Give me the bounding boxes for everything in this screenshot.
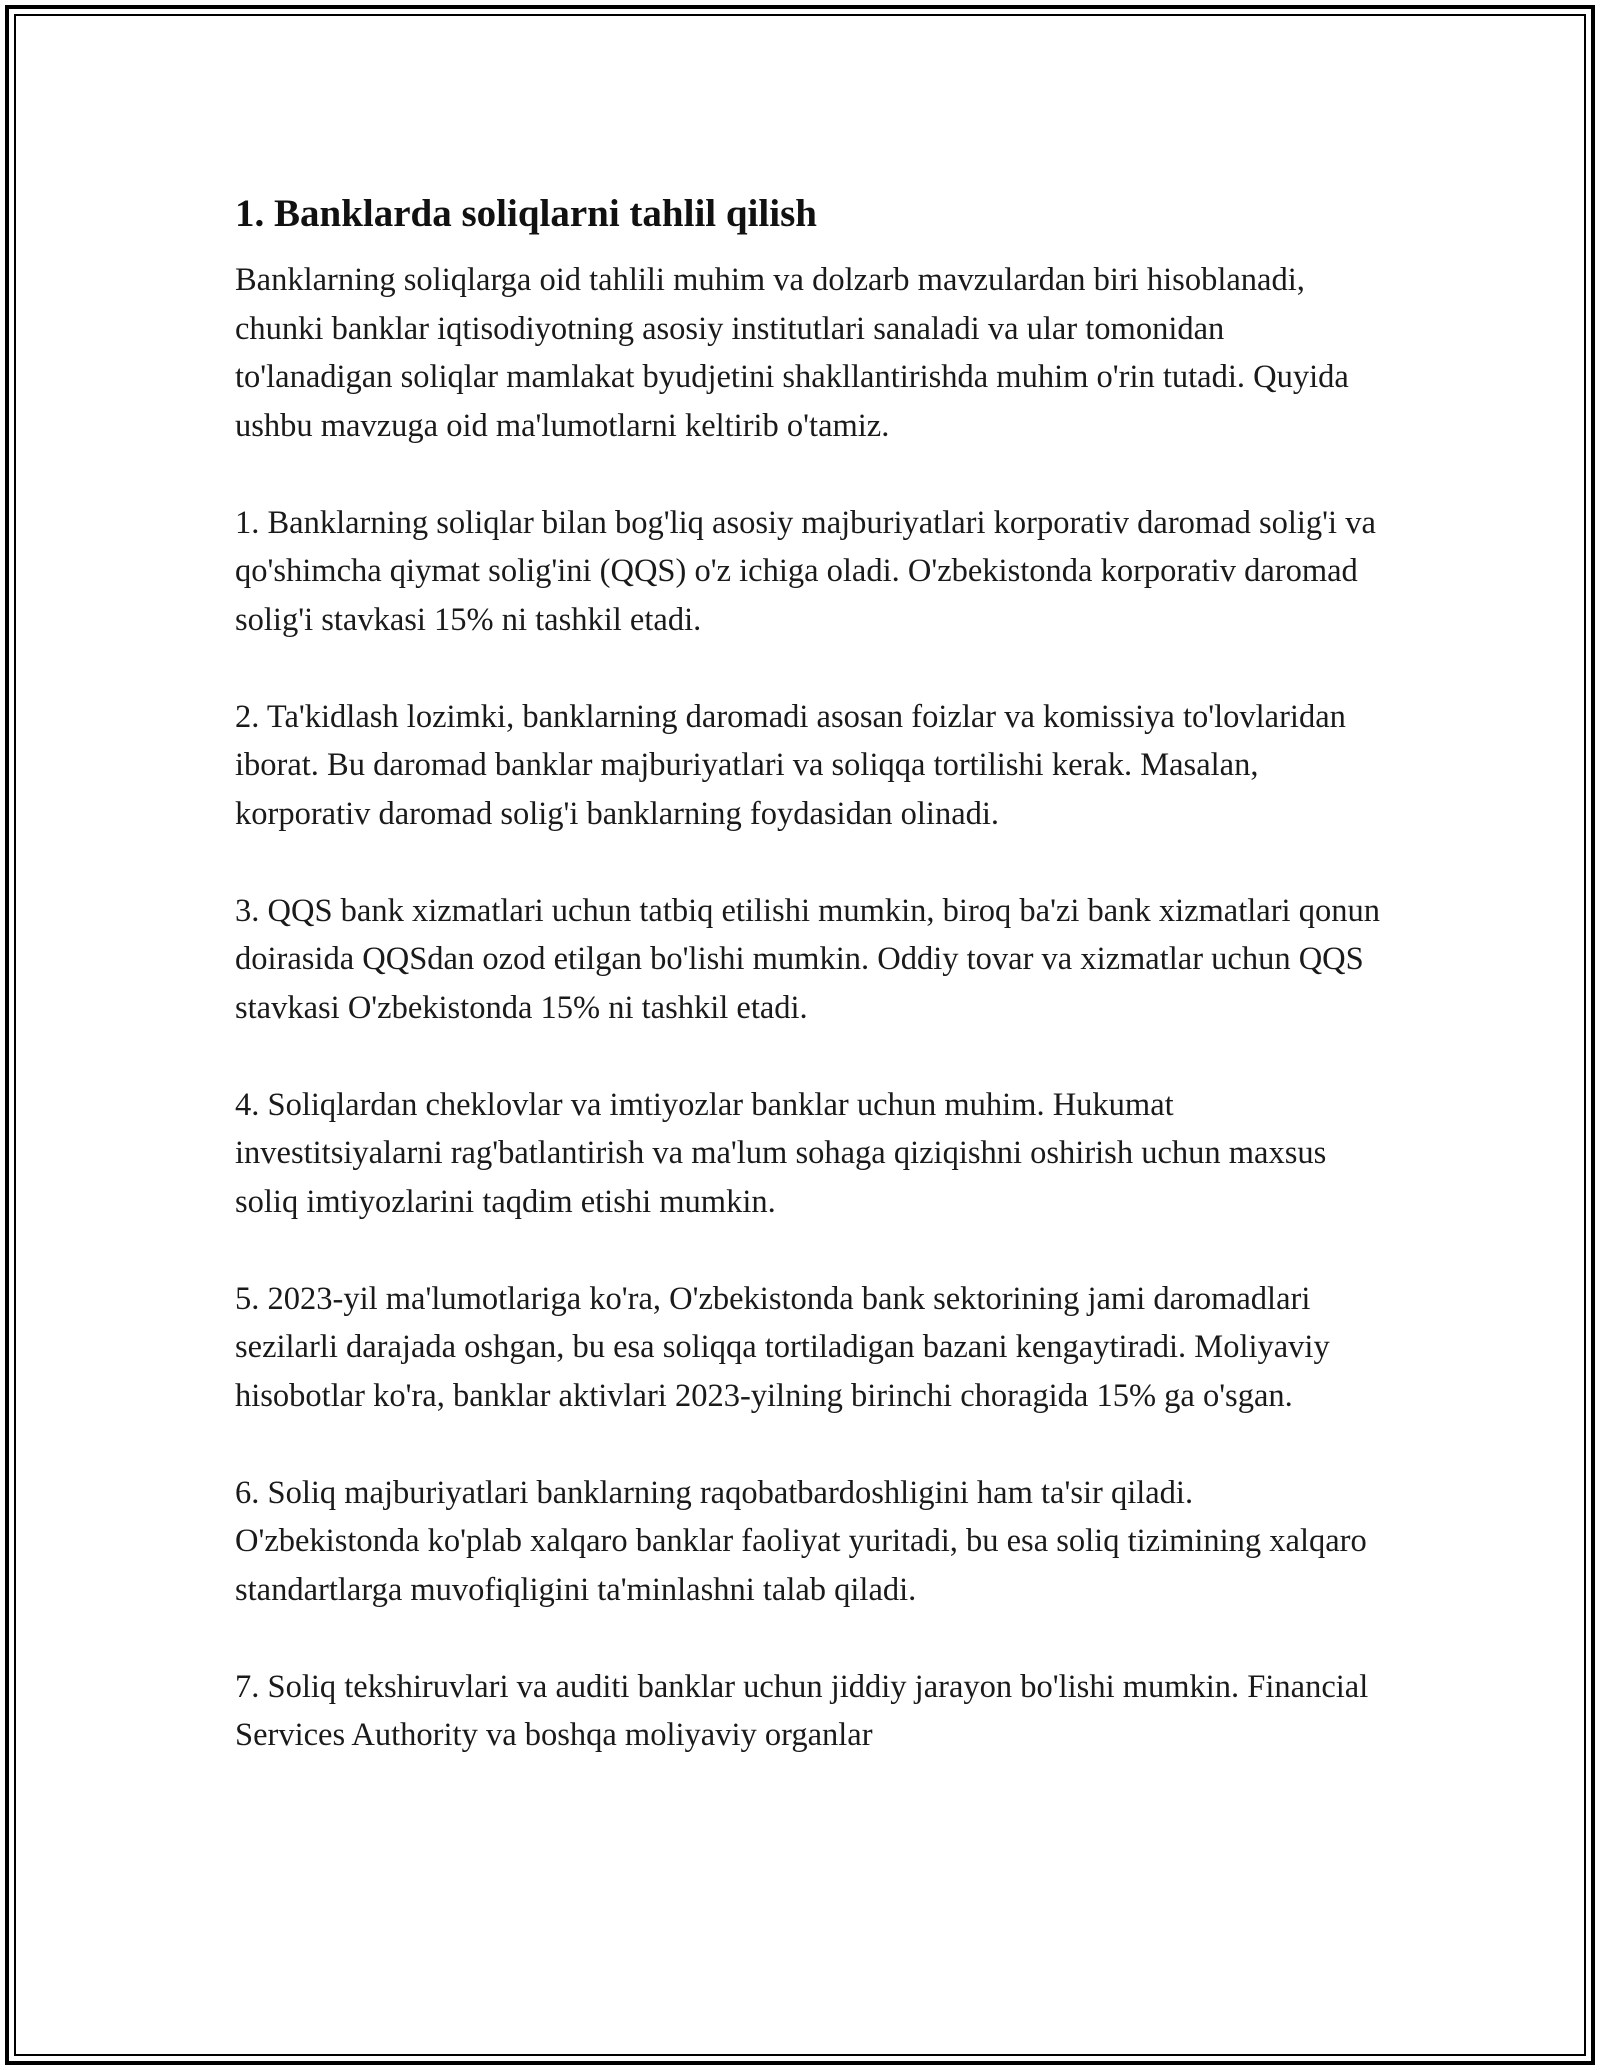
list-item: 7. Soliq tekshiruvlari va auditi banklar uchun jiddiy jarayon bo'lishi mumkin. Financial Services Authority va boshqa moliyaviy organlar [235,1668,1369,1753]
document-title: 1. Banklarda soliqlarni tahlil qilish [235,192,817,235]
list-item: 6. Soliq majburiyatlari banklarning raqobatbardoshligini ham ta'sir qiladi. O'zbekistonda ko'plab xalqaro banklar faoliyat yuritadi, bu esa soliq tizimining xalqaro standartlarga muvofiqligini ta'minlashni talab qiladi. [235,1474,1367,1608]
list-item: 3. QQS bank xizmatlari uchun tatbiq etilishi mumkin, biroq ba'zi bank xizmatlari qonun doirasida QQSdan ozod etilgan bo'lishi mumkin. Oddiy tovar va xizmatlar uchun QQS stavkasi O'zbekistonda 15% ni tashkil etadi. [235,892,1380,1026]
list-item: 1. Banklarning soliqlar bilan bog'liq asosiy majburiyatlari korporativ daromad solig'i va qo'shimcha qiymat solig'ini (QQS) o'z ichiga oladi. O'zbekistonda korporativ daromad solig'i stavkasi 15% ni tashkil etadi. [235,504,1376,638]
list-item: 5. 2023-yil ma'lumotlariga ko'ra, O'zbekistonda bank sektorining jami daromadlari sezilarli darajada oshgan, bu esa soliqqa tortiladigan bazani kengaytiradi. Moliyaviy hisobotlar ko'ra, banklar aktivlari 2023-yilning birinchi choragida 15% ga o'sgan. [235,1280,1330,1414]
intro-paragraph: Banklarning soliqlarga oid tahlili muhim va dolzarb mavzulardan biri hisoblanadi, chunki banklar iqtisodiyotning asosiy institutlari sanaladi va ular tomonidan to'lanadigan soliqlar mamlakat byudjetini shakllantirishda muhim o'rin tutadi. Quyida ushbu mavzuga oid ma'lumotlarni keltirib o'tamiz. [235,262,1349,444]
list-item: 4. Soliqlardan cheklovlar va imtiyozlar banklar uchun muhim. Hukumat investitsiyalarni rag'batlantirish va ma'lum sohaga qiziqishni oshirish uchun maxsus soliq imtiyozlarini taqdim etishi mumkin. [235,1086,1327,1220]
list-item: 2. Ta'kidlash lozimki, banklarning daromadi asosan foizlar va komissiya to'lovlaridan iborat. Bu daromad banklar majburiyatlari va soliqqa tortilishi kerak. Masalan, korporativ daromad solig'i banklarning foydasidan olinadi. [235,698,1346,832]
document-body [235,186,1385,1760]
